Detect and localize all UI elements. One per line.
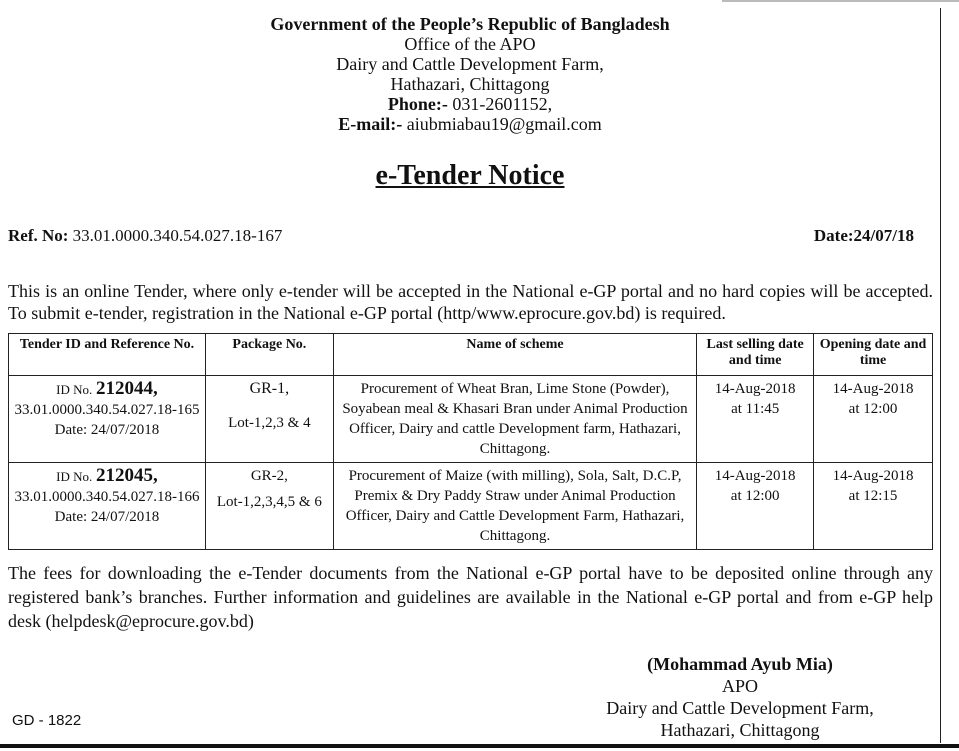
fees-paragraph: The fees for downloading the e-Tender documents from the National e-GP portal have to be deposited online through any registered bank’s branches. Further information and guidelines are available in the National e-GP portal and from e-GP help desk (helpdesk@eprocure.gov.bd) — [8, 563, 933, 631]
tender-date: Date: 24/07/2018 — [54, 422, 160, 438]
last-selling-time: at 12:00 — [730, 488, 780, 504]
tender-ref: 33.01.0000.340.54.027.18-166 — [14, 489, 200, 505]
col-header-package: Package No. — [205, 334, 333, 376]
table-row — [9, 376, 933, 463]
opening-time: at 12:15 — [848, 488, 898, 504]
col-header-scheme: Name of scheme — [333, 334, 696, 376]
signatory-title: APO — [721, 676, 758, 696]
col-header-tender-id: Tender ID and Reference No. — [9, 334, 206, 376]
tender-id-cell — [9, 463, 206, 550]
package-no: GR-2, — [250, 468, 288, 484]
office-name: Office of the APO — [404, 34, 536, 54]
opening-time: at 12:00 — [848, 401, 898, 417]
scheme-cell: Procurement of Wheat Bran, Lime Stone (Powder), Soyabean meal & Khasari Bran under Animal Production Officer, Dairy and cattle Development farm, Hathazari, Chittagong. — [333, 376, 696, 463]
phone-value: 031-2601152, — [452, 94, 553, 114]
last-selling-time: at 11:45 — [731, 401, 780, 417]
ref-value: 33.01.0000.340.54.027.18-167 — [72, 226, 283, 245]
package-cell — [205, 376, 333, 463]
phone-label: Phone:- — [387, 94, 448, 114]
top-edge-line — [722, 0, 959, 2]
tender-id-number: 212044, — [96, 378, 158, 399]
last-selling-cell — [697, 463, 814, 550]
signature-block — [560, 653, 920, 741]
tender-date: Date: 24/07/2018 — [54, 509, 160, 525]
signatory-location: Hathazari, Chittagong — [660, 720, 820, 740]
opening-cell — [814, 376, 933, 463]
location: Hathazari, Chittagong — [390, 74, 550, 94]
last-selling-date: 14-Aug-2018 — [714, 468, 796, 484]
email-line — [0, 114, 940, 134]
tender-id-line: ID No. 212045, — [56, 465, 158, 486]
farm-name: Dairy and Cattle Development Farm, — [336, 54, 604, 74]
notice-date: Date:24/07/18 — [813, 226, 914, 245]
package-cell — [205, 463, 333, 550]
last-selling-date: 14-Aug-2018 — [714, 381, 796, 397]
tender-id-number: 212045, — [96, 465, 158, 486]
org-name: Government of the People’s Republic of Bangladesh — [270, 14, 670, 34]
opening-cell — [814, 463, 933, 550]
scheme-cell: Procurement of Maize (with milling), Sola, Salt, D.C.P, Premix & Dry Paddy Straw under Animal Production Officer, Dairy and Cattle Development Farm, Hathazari, Chittagong. — [333, 463, 696, 550]
table-header-row — [9, 334, 933, 376]
notice-title: e-Tender Notice — [375, 160, 565, 191]
email-value: aiubmiabau19@gmail.com — [406, 114, 602, 134]
document-code: GD - 1822 — [12, 712, 82, 729]
letterhead — [0, 14, 940, 134]
opening-date: 14-Aug-2018 — [832, 468, 914, 484]
package-no: GR-1, — [249, 380, 290, 397]
tender-id-cell — [9, 376, 206, 463]
bottom-border — [0, 744, 959, 748]
signatory-farm: Dairy and Cattle Development Farm, — [606, 698, 874, 718]
lot-list: Lot-1,2,3,4,5 & 6 — [216, 494, 322, 510]
phone-line — [0, 94, 940, 114]
tender-id-line: ID No. 212044, — [56, 378, 158, 399]
tender-ref: 33.01.0000.340.54.027.18-165 — [14, 402, 200, 418]
right-border — [940, 8, 941, 743]
email-label: E-mail:- — [338, 114, 403, 134]
signatory-name: (Mohammad Ayub Mia) — [647, 654, 833, 674]
tender-table — [8, 333, 933, 550]
table-row — [9, 463, 933, 550]
ref-line — [8, 226, 282, 246]
col-header-opening: Opening date and time — [814, 334, 933, 376]
lot-list: Lot-1,2,3 & 4 — [228, 415, 311, 431]
col-header-last-selling: Last selling date and time — [697, 334, 814, 376]
opening-date: 14-Aug-2018 — [832, 381, 914, 397]
ref-label: Ref. No: — [8, 226, 69, 245]
intro-paragraph: This is an online Tender, where only e-tender will be accepted in the National e-GP portal and no hard copies will be accepted. To submit e-tender, registration in the National e-GP portal (http/www.eprocure.gov.bd) is required. — [8, 281, 933, 323]
last-selling-cell — [697, 376, 814, 463]
